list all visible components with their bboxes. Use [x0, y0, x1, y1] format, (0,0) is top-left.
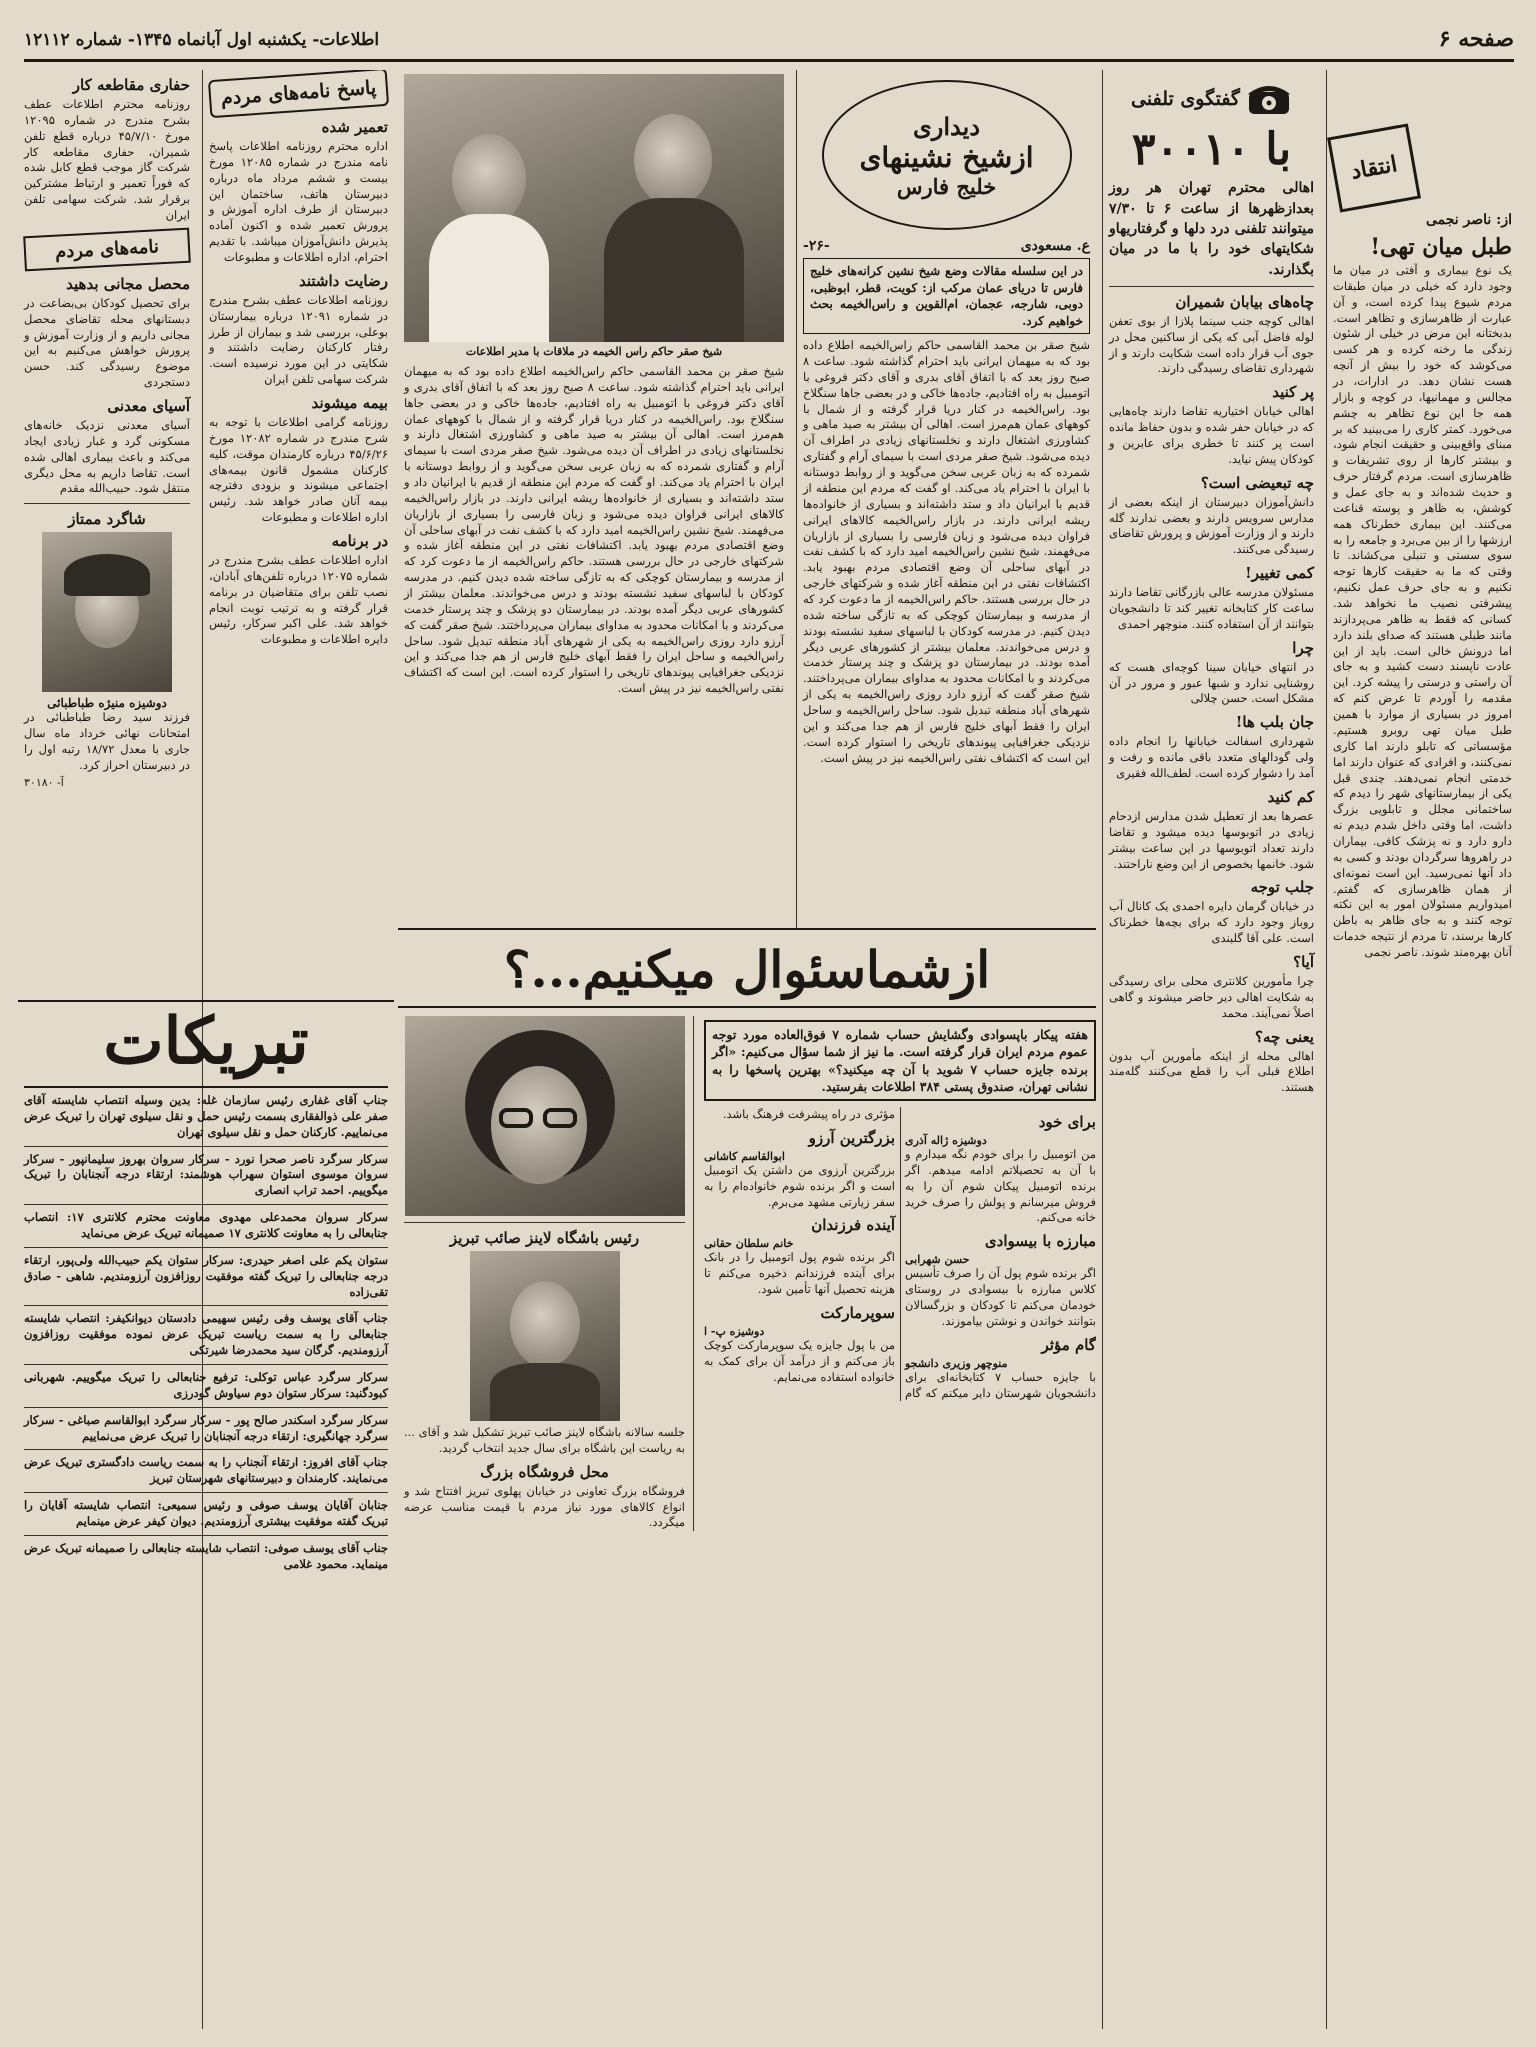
congrats-entry: جناب آقای یوسف صوفی: انتصاب شایسته جنابعالی را صمیمانه تبریک عرض مینماید. محمود غلامی	[24, 1540, 388, 1571]
phone-item: کم کنید عصرها بعد از تعطیل شدن مدارس ازدحام زیادی در اتوبوسها دیده میشود و تقاضا دارند تعداد اتوبوسها در این ساعت بیشتر شود. خانمها بخصوص از این وضع ناراحتند.	[1109, 787, 1314, 871]
quiz-intro-box: هفته پیکار باپسوادی وگشایش حساب شماره ۷ فوق‌العاده مورد توجه عموم مردم ایران قرار گرفته است. ما نیز از شما سؤال می‌کنیم: «اگر برنده جایزه حساب ۷ شوید با آن چه میکنید؟» بهترین پاسخها را به نشانی تهران، صندوق پستی ۳۸۴ اطلاعات بفرستید.	[704, 1020, 1096, 1101]
phone-item: چه تبعیضی است؟ دانش‌آموزان دبیرستان از اینکه بعضی از مدارس سرویس دارند و بعضی ندارند گله دارند و از وزارت آموزش و پرورش تقاضای رسیدگی می‌کنند.	[1109, 473, 1314, 557]
feature-title-sub: خلیج فارس	[896, 173, 997, 199]
editorial-logo: انتقاد	[1327, 123, 1421, 212]
letter-title: حفاری مقاطعه کار	[72, 76, 190, 94]
phone-items	[1109, 293, 1314, 1096]
phone-item: جان بلب ها! شهرداری اسفالت خیابانها را انجام داده ولی گودالهای متعدد باقی مانده و رفت و آمد را دشوار کرده است. لطف‌الله فقیری	[1109, 713, 1314, 781]
reply-body: اداره اطلاعات عطف بشرح مندرج در شماره ۱۲۰۷۵ درباره تلفن‌های آبادان، نصب تلفن برای متقاضیان در برنامه قرار گرفته و به ترتیب نوبت انجام خواهد شد. علی اکبر سرکار، رئیس دایره اطلاعات و مطبوعات	[209, 553, 388, 647]
column-editorial	[1326, 70, 1518, 2029]
feature-author: ع. مسعودی	[1020, 238, 1090, 254]
feature-photo-block	[398, 70, 790, 930]
letter-body: برای تحصیل کودکان بی‌بضاعت در دبستانهای محله تقاضای محصل مجانی داریم و از وزارت آموزش و پرورش خواهش می‌کنیم به این موضوع رسیدگی کند. حسن دستجردی	[24, 295, 190, 390]
phone-item: چرا در انتهای خیابان سینا کوچه‌ای هست که روشنایی ندارد و شبها عبور و مرور در آن مشکل است. حسن چلالی	[1109, 638, 1314, 706]
feature-title-main: ازشیخ نشینهای	[859, 140, 1034, 174]
reply-title: در برنامه	[331, 532, 388, 551]
phone-item: پر کنید اهالی خیابان اختیاریه تقاضا دارند چاه‌هایی که در خیابان حفر شده و بدون حفاظ مانده است پر کنند تا خطری برای عابرین و کودکان پیش نیاید.	[1109, 383, 1314, 466]
letter-title: محصل مجانی بدهید	[66, 274, 190, 293]
quiz-answer: بزرگترین آرزو ابوالقاسم کاشانی بزرگترین آرزوی من داشتن یک اتومبیل است و اگر برنده شوم خانواده‌ام را به سفر زیارتی مشهد می‌برم.	[704, 1128, 895, 1209]
reply-title: بیمه میشوند	[311, 394, 388, 413]
photo-person-right	[634, 114, 712, 206]
congrats-entry: سرکار سرگرد عباس توکلی: ترفیع جنابعالی را تبریک میگوییم. شهربانی کبودگنبد: سرکار ستوان دوم سیاوش گودرزی	[24, 1365, 388, 1408]
phone-item: آیا؟ چرا مأمورین کلانتری محلی برای رسیدگی به شکایت اهالی دیر حاضر میشوند و گاهی اصلاً نمی‌آیند. محمد	[1109, 952, 1314, 1020]
phone-section-logo: گفتگوی تلفنی	[1131, 88, 1240, 110]
store-title: محل فروشگاه بزرگ	[480, 1462, 609, 1481]
phone-item: جلب توجه در خیابان گرمان دایره احمدی یک کانال آب روباز وجود دارد که برای بچه‌ها خطرناک است. علی آقا گلبندی	[1109, 878, 1314, 946]
feature-body-right: شیخ صقر بن محمد القاسمی حاکم راس‌الخیمه اطلاع داده بود که به میهمان ایرانی باید احترام گذاشته شود. ساعت ۸ صبح روز بعد که با اتفاق آقای بدری و آقای دکتر فروغی با اتومبیل به راه افتادیم، جاده‌ها خاکی و در بعضی جاها سنگلاخ بود. راس‌الخیمه در کنار دریا قرار گرفته و از شمال با کوههای عمان هم‌مرز است. اهالی آن بیشتر به صید ماهی و کشاورزی اشتغال دارند و نخلستانهای زیادی در اطراف آن دیده می‌شود. شیخ صقر مردی است با سیمای آرام و گفتاری شمرده که به زبان عربی سخن می‌گوید و از روابط دوستانه با ایران با احترام یاد می‌کند. او گفت که مردم این منطقه از قدیم با ایرانیان داد و ستد داشته‌اند و بسیاری از خانواده‌ها ریشه ایرانی دارند. در بازار راس‌الخیمه کالاهای ایرانی فراوان دیده می‌شود و زبان فارسی را بسیاری از بازاریان می‌فهمند. شیخ نشین راس‌الخیمه امید دارد که با کشف نفت در آبهای ساحلی آن وضع اقتصادی مردم بهبود یابد. اکتشافات نفتی در این منطقه آغاز شده و شرکتهای خارجی در حال بررسی هستند. حاکم راس‌الخیمه از ما دعوت کرد که از مدرسه و بیمارستان کوچکی که به تازگی ساخته شده دیدن کنیم. در مدرسه کودکان با لباسهای سفید نشسته بودند و درس می‌خواندند. معلمان بیشتر از کشورهای عربی دیگر آمده بودند. در بیمارستان دو پزشک و چند پرستار خدمت می‌کردند و با امکانات محدود به مداوای بیماران می‌پرداختند. شیخ صقر گفت که آرزو دارد روزی راس‌الخیمه به یکی از شهرهای آباد منطقه تبدیل شود. ساحل راس‌الخیمه و ساحل ایران را فقط آبهای خلیج فارس از هم جدا می‌کند و این نزدیکی جغرافیایی پیوندهای تاریخی را استوار کرده است. این است که اکتشاف نفتی راس‌الخیمه نیز در پیش است.	[803, 338, 1090, 765]
feature-body-left: شیخ صقر بن محمد القاسمی حاکم راس‌الخیمه اطلاع داده بود که به میهمان ایرانی باید احترام گذاشته شود. ساعت ۸ صبح روز بعد که با اتفاق آقای بدری و آقای دکتر فروغی با اتومبیل به راه افتادیم، جاده‌ها خاکی و در بعضی جاها سنگلاخ بود. راس‌الخیمه در کنار دریا قرار گرفته و از شمال با کوههای عمان هم‌مرز است. اهالی آن بیشتر به صید ماهی و کشاورزی اشتغال دارند و نخلستانهای زیادی در اطراف آن دیده می‌شود. شیخ صقر مردی است با سیمای آرام و گفتاری شمرده که به زبان عربی سخن می‌گوید و از روابط دوستانه با ایران با احترام یاد می‌کند. او گفت که مردم این منطقه از قدیم با ایرانیان داد و ستد داشته‌اند و بسیاری از خانواده‌ها ریشه ایرانی دارند. در بازار راس‌الخیمه کالاهای ایرانی فراوان دیده می‌شود و زبان فارسی را بسیاری از بازاریان می‌فهمند. شیخ نشین راس‌الخیمه امید دارد که با کشف نفت در آبهای ساحلی آن وضع اقتصادی مردم بهبود یابد. اکتشافات نفتی در این منطقه آغاز شده و شرکتهای خارجی در حال بررسی هستند. حاکم راس‌الخیمه از ما دعوت کرد که از مدرسه و بیمارستان کوچکی که به تازگی ساخته شده دیدن کنیم. در مدرسه کودکان با لباسهای سفید نشسته بودند و درس می‌خواندند. معلمان بیشتر از کشورهای عربی دیگر آمده بودند. در بیمارستان دو پزشک و چند پرستار خدمت می‌کردند و با امکانات محدود به مداوای بیماران می‌پرداختند. شیخ صقر گفت که آرزو دارد روزی راس‌الخیمه به یکی از شهرهای آباد منطقه تبدیل شود. ساحل راس‌الخیمه و ساحل ایران را فقط آبهای خلیج فارس از هم جدا می‌کند و این نزدیکی جغرافیایی پیوندهای تاریخی را استوار کرده است. این است که اکتشاف نفتی راس‌الخیمه نیز در پیش است.	[404, 364, 785, 696]
phone-item: چاه‌های بیابان شمیران اهالی کوچه جنب سینما پلازا از بوی تعفن لوله فاضل آبی که یکی از ساکنین محل در جوی آب قرار داده است شکایت دارند و از شهرداری تقاضای رسیدگی دارند.	[1109, 292, 1314, 376]
sheikh-meeting-photo	[404, 74, 784, 342]
editorial-byline: از: ناصر نجمی	[1425, 212, 1512, 228]
student-body: فرزند سید رضا طباطبائی در امتحانات نهائی خرداد ماه سال جاری با معدل ۱۸/۷۲ رتبه اول را در دبیرستان احراز کرد.	[24, 710, 190, 772]
editorial-title: طبل میان تهی!	[1370, 234, 1512, 260]
student-caption: دوشیزه منیژه طباطبائی	[47, 696, 167, 711]
column-phone-complaints	[1102, 70, 1320, 2029]
phone-intro: اهالی محترم تهران هر روز بعدازظهرها از ساعت ۶ تا ۷/۳۰ میتوانند تلفنی درد دلها و گرفتاریهاو شکایتهای خود را با ما در میان بگذارند.	[1109, 180, 1314, 278]
quiz-answer: سوپرمارکت دوشیزه پ- ا من با پول جایزه یک سوپرمارکت کوچک باز می‌کنم و از درآمد آن برای کمک به خانواده استفاده می‌نمایم.	[704, 1304, 895, 1384]
quiz-answer: آینده فرزندان خانم سلطان حقانی اگر برنده شوم پول اتومبیل را در بانک برای آینده فرزندانم ذخیره می‌کنم تا هزینه تحصیل آنها تأمین شود.	[704, 1216, 895, 1297]
readers-letters-heading: نامه‌های مردم	[23, 228, 191, 272]
congrats-entry: سرکار سرگرد اسکندر صالح پور - سرکار سرگرد ابوالقاسم صباغی - سرکار سرگرد جهانگیری: ارتقاء درجه آنجنابان را تبریک عرض می‌نماییم	[24, 1408, 388, 1451]
student-ad-code: آ- ۳۰۱۸۰	[24, 775, 64, 789]
quiz-girl-photo	[405, 1016, 685, 1216]
quiz-answer: مبارزه با بیسوادی حسن شهرابی اگر برنده شوم پول آن را صرف تأسیس کلاس مبارزه با بیسوادی در روستای خودمان می‌کنم تا کودکان و بزرگسالان بتوانند خواندن و نوشتن بیاموزند.	[905, 1232, 1096, 1328]
reply-body: روزنامه اطلاعات عطف بشرح مندرج در شماره ۱۲۰۹۱ درباره بیمارستان بوعلی، بررسی شد و بیماران از طرز رفتار کارکنان رضایت داشتند و شکایتی در این مورد نرسیده است. شرکت سهامی تلفن ایران	[209, 292, 389, 387]
feature-title-oval	[822, 80, 1072, 230]
quiz-answers	[704, 1107, 1096, 1401]
letter-title: آسیای معدنی	[107, 397, 190, 416]
reply-body: روزنامه گرامی اطلاعات با توجه به شرح مندرج در شماره ۱۲۰۸۲ مورخ ۴۵/۶/۲۶ درباره کارمندان موقت، کلیه کارکنان مشمول قانون بیمه‌های اجتماعی میشوند و بزودی دفترچه بیمه آنان صادر خواهد شد. رئیس اداره اطلاعات و مطبوعات	[209, 415, 389, 525]
running-header	[24, 22, 1514, 62]
lions-club-body: جلسه سالانه باشگاه لاینز صائب تبریز تشکیل شد و آقای ... به ریاست این باشگاه برای سال جدید انتخاب گردید.	[404, 1425, 685, 1455]
lions-club-title: رئیس باشگاه لاینز صائب تبریز	[449, 1229, 640, 1247]
reply-title: تعمیر شده	[321, 118, 388, 136]
column-readers-letters	[18, 70, 196, 990]
congratulation-entries	[24, 1088, 388, 1578]
congratulations-section	[18, 1000, 394, 2030]
feature-title-top: دیداری	[913, 111, 981, 141]
feature-lead-box: در این سلسله مقالات وضع شیخ نشین کرانه‌های خلیج فارس تا دریای عمان مرکب از: کویت، قطر، ابوظبی، دوبی، شارجه، عجمان، ام‌القوین و راس‌الخیمه بحث خواهیم کرد.	[803, 258, 1090, 334]
phone-item: یعنی چه؟ اهالی محله از اینکه مأمورین آب بدون اطلاع قبلی آب را قطع می‌کنند گله‌مند هستند.	[1109, 1027, 1314, 1095]
quiz-section	[398, 934, 1096, 2029]
store-body: فروشگاه بزرگ تعاونی در خیابان پهلوی تبریز افتتاح شد و انواع کالاهای مورد نیاز مردم با قیمت مناسب عرضه میگردد.	[404, 1483, 685, 1530]
page-number: صفحه ۶	[1438, 26, 1514, 52]
reply-title: رضایت داشتند	[298, 271, 388, 290]
letter-body: آسیای معدنی نزدیک خانه‌های مسکونی گرد و غبار زیادی ایجاد می‌کند و باعث بیماری اهالی شده است. تقاضا داریم به محل دیگری منتقل شود. حبیب‌الله مقدم	[24, 418, 190, 496]
phone-headline: با ۳۰۰۱۰	[1131, 124, 1292, 175]
congrats-entry: جنابان آقایان یوسف صوفی و رئیس سمیعی: انتصاب شایسته آقایان را تبریک گفته موفقیت بیشتری آرزومندیم. دیوان کیفر عرض مینمایم	[24, 1493, 388, 1536]
student-portrait	[42, 532, 172, 692]
telephone-icon	[1246, 82, 1292, 116]
masthead-date-line: اطلاعات- یکشنبه اول آبانماه ۱۳۴۵- شماره ۱۲۱۱۲	[24, 30, 380, 50]
photo-person-left	[452, 134, 526, 224]
feature-article-sheikhdoms	[398, 70, 1096, 930]
photo-caption: شیخ صقر حاکم راس الخیمه در ملاقات با مدیر اطلاعات	[465, 345, 723, 358]
phone-item: کمی تغییر! مسئولان مدرسه عالی بازرگانی تقاضا دارند ساعت کار کتابخانه تغییر کند تا دانشجویان بتوانند از آن استفاده کنند. منوچهر احمدی	[1109, 564, 1314, 631]
phone-logo-block	[1109, 82, 1314, 116]
reply-body: اداره محترم روزنامه اطلاعات پاسخ نامه مندرج در شماره ۱۲۰۸۵ مورخ بیست و ششم مرداد ماه درباره دبیرستان هاتف، ساختمان این دبیرستان از طرف اداره آموزش و پرورش تعمیر شده و اکنون آماده پذیرش دانش‌آموزان میباشد. با تقدیم احترام، اداره اطلاعات و مطبوعات	[209, 139, 389, 265]
congrats-entry: جناب آقای یوسف وفی رئیس سهیمی دادستان دیوانکیفر: انتصاب شایسته جنابعالی را به سمت ریاست تبریک عرض نموده موفقیت روزافزون آرزومندیم. گرگان سید محمدرضا شیرتکی	[24, 1306, 388, 1365]
quiz-answer: برای خود دوشیزه ژاله آذری من اتومبیل را برای خودم نگه میدارم و با آن به تحصیلاتم ادامه میدهم. اگر برنده اتومبیل پیکان شوم آن را به فروش میرسانم و پولش را صرف خرید خانه می‌کنم.	[905, 1113, 1096, 1225]
quiz-banner: ازشماسئوال میکنیم...؟	[398, 934, 1096, 1008]
congrats-entry: سرکار سروان محمدعلی مهدوی معاونت محترم کلانتری ۱۷: انتصاب جنابعالی را به معاونت کلانتری ۱۷ صمیمانه تبریک عرض می‌نماید	[24, 1205, 388, 1248]
editorial-body: یک نوع بیماری و آفتی در میان ما وجود دارد که خیلی در میان طبقات مردم شیوع پیدا کرده است، و آن عبارت از ظاهرسازی و تظاهر است. بدبختانه این مرض در خیلی از شئون زندگی ما رخنه کرده و هر کسی می‌کوشد که خود را بیش از آنچه هست نشان دهد. در ادارات، در مجالس و مهمانیها، در کوچه و بازار همه جا این نوع تظاهر به چشم می‌خورد. کمتر کاری را می‌بینید که بر مبنای واقع‌بینی و حقیقت انجام شود، و بیشتر کارها از روی تشریفات و ظاهرسازی است. مردم گرفتار حرف و حدیث شده‌اند و به جای عمل و کوشش، به ظاهر و پوسته قناعت می‌کنند. این بیماری خطرناک همه ارزشها را از بین می‌برد و جامعه را به سوی سستی و تنبلی می‌کشاند. تا وقتی که ما به حقیقت کارها توجه نکنیم و به جای حرف عمل نکنیم، پیشرفتی نصیب ما نخواهد شد. کسانی که فقط به ظاهر می‌پردازند مانند طبلی هستند که صدای بلند دارد اما درونش خالی است. باید از این عادت ناپسند دست کشید و به جای آن راستی و درستی را پیشه کرد. این مقدمه را آوردم تا عرض کنم که امروز در بسیاری از موارد با همین طبل میان تهی روبرو هستیم. مؤسساتی که تابلو دارند اما کاری نمی‌کنند، و افرادی که عنوان دارند اما خدمتی انجام نمی‌دهند. چندی قبل یکی از بیمارستانهای شهر را دیدم که ساختمانی مجلل و تابلویی بزرگ داشت، اما وقتی داخل شدم دیدم نه دارو دارد و نه پزشک کافی. بیماران در راهروها سرگردان بودند و کسی به داد آنها نمی‌رسید. این است نمونه‌ای از همان ظاهرسازی که گفتم. امیدواریم مسئولان امور به این نکته توجه کنند و به جای ظاهر به باطن کارها برسند، تا مردم از نتیجه خدمات آنان بهره‌مند شوند. ناصر نجمی	[1333, 263, 1512, 959]
feature-title-block	[796, 70, 1096, 930]
lions-president-photo	[470, 1251, 620, 1421]
replies-heading: پاسخ نامه‌های مردم	[208, 70, 389, 118]
letter-body: روزنامه محترم اطلاعات عطف بشرح مندرج در شماره ۱۲۰۹۵ مورخ ۴۵/۷/۱۰ درباره قطع تلفن شمیران، حفاری مقاطعه کار شرکت گاز موجب قطع کابل شده که فوراً تعمیر و ارتباط مشترکین برقرار شد. شرکت سهامی تلفن ایران	[24, 97, 190, 223]
congrats-entry: جناب آقای غفاری رئیس سازمان غله: بدین وسیله انتصاب شایسته آقای صفر علی ذوالفقاری بسمت رئیس حمل و نقل سیلوی تهران را تبریک عرض می‌نماییم. کارکنان حمل و نقل سیلوی تهران	[24, 1088, 388, 1147]
feature-part-number: -۲۶-	[803, 238, 830, 254]
congrats-entry: سرکار سرگرد ناصر صحرا نورد - سرکار سروان بهروز سلیمانپور - سرکار سروان موسوی استوان سهراب هوشمند: ارتقاء درجه آنجنابان را تبریک میگوییم. احمد تراب انصاری	[24, 1147, 388, 1206]
congratulations-logo: تبریکات	[24, 1002, 388, 1088]
student-title: شاگرد ممتاز	[68, 510, 146, 529]
congrats-entry: ستوان یکم علی اصغر حیدری: سرکار ستوان یکم حبیب‌الله ولی‌پور، ارتقاء درجه جنابعالی را تبریک گفته موفقیت روزافزون آرزومندیم. شاهی - صادق تقی‌زاده	[24, 1248, 388, 1307]
congrats-entry: جناب آقای افروز: ارتقاء آنجناب را به سمت ریاست دادگستری تبریک عرض می‌نمایند. کارمندان و دبیرستانهای شهرستان تبریز	[24, 1450, 388, 1493]
quiz-answer: گام مؤثر منوچهر وزیری دانشجو با جایزه حساب ۷ کتابخانه‌ای برای دانشجویان شهرستان دایر میکنم که گام مؤثری در راه پیشرفت فرهنگ باشد.	[722, 1107, 1096, 1400]
